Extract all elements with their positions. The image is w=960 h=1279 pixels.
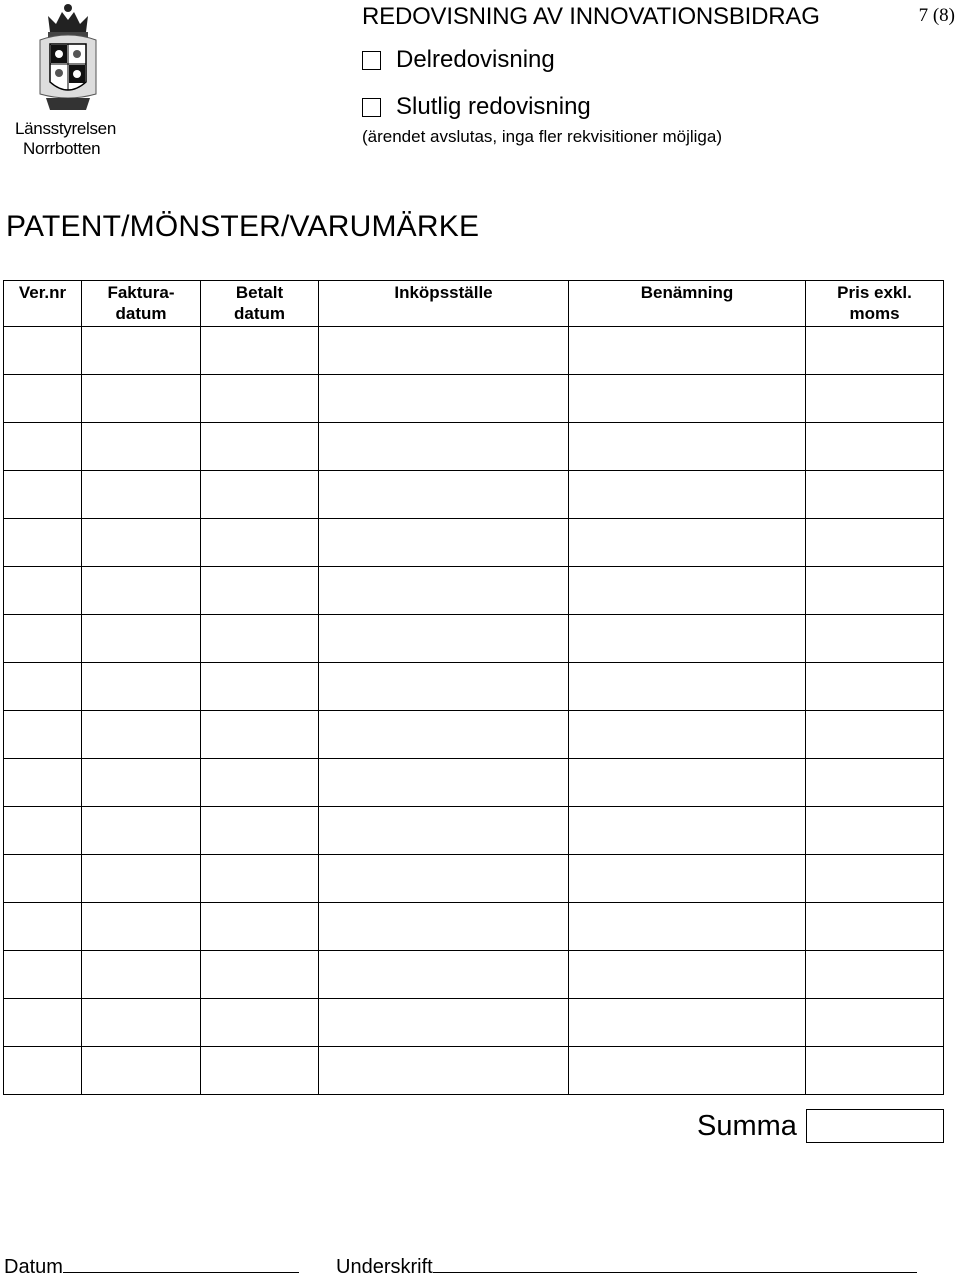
cell-benamning[interactable] bbox=[569, 711, 806, 759]
table-row bbox=[4, 759, 944, 807]
cell-betalt-datum[interactable] bbox=[201, 663, 319, 711]
table-row bbox=[4, 423, 944, 471]
cell-pris[interactable] bbox=[806, 711, 944, 759]
closing-note: (ärendet avslutas, inga fler rekvisitioner möjliga) bbox=[362, 127, 722, 146]
cell-fakturadatum[interactable] bbox=[82, 759, 201, 807]
cell-betalt-datum[interactable] bbox=[201, 855, 319, 903]
cell-benamning[interactable] bbox=[569, 663, 806, 711]
cell-betalt-datum[interactable] bbox=[201, 519, 319, 567]
cell-ver-nr[interactable] bbox=[4, 903, 82, 951]
cell-betalt-datum[interactable] bbox=[201, 1047, 319, 1095]
cell-fakturadatum[interactable] bbox=[82, 327, 201, 375]
cell-pris[interactable] bbox=[806, 855, 944, 903]
cell-inkopsstalle[interactable] bbox=[319, 327, 569, 375]
table-row bbox=[4, 519, 944, 567]
cell-ver-nr[interactable] bbox=[4, 855, 82, 903]
cell-betalt-datum[interactable] bbox=[201, 807, 319, 855]
cell-fakturadatum[interactable] bbox=[82, 711, 201, 759]
cell-betalt-datum[interactable] bbox=[201, 423, 319, 471]
cell-fakturadatum[interactable] bbox=[82, 999, 201, 1047]
cell-benamning[interactable] bbox=[569, 1047, 806, 1095]
table-row bbox=[4, 327, 944, 375]
cell-ver-nr[interactable] bbox=[4, 999, 82, 1047]
cell-betalt-datum[interactable] bbox=[201, 951, 319, 999]
cell-ver-nr[interactable] bbox=[4, 711, 82, 759]
table-row bbox=[4, 903, 944, 951]
table-row bbox=[4, 471, 944, 519]
cell-benamning[interactable] bbox=[569, 759, 806, 807]
cell-ver-nr[interactable] bbox=[4, 807, 82, 855]
header-pris-exkl-moms: Pris exkl. moms bbox=[806, 281, 944, 327]
table-row bbox=[4, 951, 944, 999]
table-row bbox=[4, 855, 944, 903]
cell-ver-nr[interactable] bbox=[4, 615, 82, 663]
cell-ver-nr[interactable] bbox=[4, 375, 82, 423]
checkbox-delredovisning[interactable] bbox=[362, 51, 381, 70]
section-title: PATENT/MÖNSTER/VARUMÄRKE bbox=[6, 210, 480, 243]
signature-line bbox=[336, 1254, 917, 1279]
cell-ver-nr[interactable] bbox=[4, 567, 82, 615]
table-row bbox=[4, 375, 944, 423]
cell-betalt-datum[interactable] bbox=[201, 615, 319, 663]
signature-field[interactable] bbox=[433, 1254, 917, 1273]
header-fakturadatum: Faktura- datum bbox=[82, 281, 201, 327]
cell-pris[interactable] bbox=[806, 471, 944, 519]
header-inkopsstalle: Inköpsställe bbox=[319, 281, 569, 327]
table-row bbox=[4, 663, 944, 711]
cell-pris[interactable] bbox=[806, 375, 944, 423]
expense-table bbox=[3, 280, 944, 1095]
cell-benamning[interactable] bbox=[569, 615, 806, 663]
signature-label: Underskrift bbox=[336, 1256, 433, 1278]
cell-fakturadatum[interactable] bbox=[82, 519, 201, 567]
cell-inkopsstalle[interactable] bbox=[319, 1047, 569, 1095]
table-row bbox=[4, 711, 944, 759]
cell-betalt-datum[interactable] bbox=[201, 903, 319, 951]
cell-fakturadatum[interactable] bbox=[82, 423, 201, 471]
cell-benamning[interactable] bbox=[569, 903, 806, 951]
cell-betalt-datum[interactable] bbox=[201, 471, 319, 519]
table-row bbox=[4, 567, 944, 615]
cell-fakturadatum[interactable] bbox=[82, 1047, 201, 1095]
cell-inkopsstalle[interactable] bbox=[319, 567, 569, 615]
cell-benamning[interactable] bbox=[569, 423, 806, 471]
cell-inkopsstalle[interactable] bbox=[319, 519, 569, 567]
cell-inkopsstalle[interactable] bbox=[319, 903, 569, 951]
cell-fakturadatum[interactable] bbox=[82, 903, 201, 951]
cell-pris[interactable] bbox=[806, 423, 944, 471]
table-row bbox=[4, 807, 944, 855]
option-delredovisning[interactable] bbox=[362, 46, 555, 74]
cell-fakturadatum[interactable] bbox=[82, 855, 201, 903]
cell-betalt-datum[interactable] bbox=[201, 999, 319, 1047]
cell-ver-nr[interactable] bbox=[4, 1047, 82, 1095]
cell-inkopsstalle[interactable] bbox=[319, 615, 569, 663]
cell-inkopsstalle[interactable] bbox=[319, 951, 569, 999]
logo bbox=[12, 2, 124, 158]
cell-inkopsstalle[interactable] bbox=[319, 759, 569, 807]
table-row bbox=[4, 615, 944, 663]
page-number: 7 (8) bbox=[918, 5, 955, 26]
date-label: Datum bbox=[4, 1256, 63, 1278]
cell-pris[interactable] bbox=[806, 1047, 944, 1095]
cell-benamning[interactable] bbox=[569, 999, 806, 1047]
cell-ver-nr[interactable] bbox=[4, 327, 82, 375]
cell-fakturadatum[interactable] bbox=[82, 567, 201, 615]
coat-of-arms-icon bbox=[36, 2, 100, 114]
date-field[interactable] bbox=[63, 1254, 299, 1273]
cell-pris[interactable] bbox=[806, 999, 944, 1047]
header-betalt-datum: Betalt datum bbox=[201, 281, 319, 327]
header-ver-nr: Ver.nr bbox=[4, 281, 82, 327]
cell-benamning[interactable] bbox=[569, 807, 806, 855]
cell-ver-nr[interactable] bbox=[4, 951, 82, 999]
cell-betalt-datum[interactable] bbox=[201, 567, 319, 615]
cell-ver-nr[interactable] bbox=[4, 759, 82, 807]
cell-betalt-datum[interactable] bbox=[201, 327, 319, 375]
option-delredovisning-label: Delredovisning bbox=[396, 46, 555, 73]
table-row bbox=[4, 1047, 944, 1095]
cell-inkopsstalle[interactable] bbox=[319, 711, 569, 759]
cell-pris[interactable] bbox=[806, 951, 944, 999]
cell-pris[interactable] bbox=[806, 519, 944, 567]
cell-ver-nr[interactable] bbox=[4, 663, 82, 711]
cell-fakturadatum[interactable] bbox=[82, 615, 201, 663]
cell-benamning[interactable] bbox=[569, 567, 806, 615]
summa-field[interactable] bbox=[806, 1109, 944, 1143]
cell-inkopsstalle[interactable] bbox=[319, 423, 569, 471]
cell-benamning[interactable] bbox=[569, 519, 806, 567]
cell-fakturadatum[interactable] bbox=[82, 663, 201, 711]
cell-inkopsstalle[interactable] bbox=[319, 999, 569, 1047]
header-benamning: Benämning bbox=[569, 281, 806, 327]
option-slutlig-redovisning[interactable] bbox=[362, 93, 591, 121]
logo-text-line2: Norrbotten bbox=[23, 139, 101, 158]
cell-fakturadatum[interactable] bbox=[82, 471, 201, 519]
cell-benamning[interactable] bbox=[569, 471, 806, 519]
cell-pris[interactable] bbox=[806, 567, 944, 615]
cell-pris[interactable] bbox=[806, 759, 944, 807]
cell-inkopsstalle[interactable] bbox=[319, 807, 569, 855]
cell-benamning[interactable] bbox=[569, 951, 806, 999]
cell-betalt-datum[interactable] bbox=[201, 759, 319, 807]
cell-fakturadatum[interactable] bbox=[82, 807, 201, 855]
checkbox-slutlig-redovisning[interactable] bbox=[362, 98, 381, 117]
table-header-row bbox=[4, 281, 944, 327]
logo-text-line1: Länsstyrelsen bbox=[15, 119, 116, 138]
date-line bbox=[4, 1254, 299, 1279]
cell-benamning[interactable] bbox=[569, 855, 806, 903]
cell-fakturadatum[interactable] bbox=[82, 375, 201, 423]
cell-benamning[interactable] bbox=[569, 375, 806, 423]
cell-betalt-datum[interactable] bbox=[201, 375, 319, 423]
cell-pris[interactable] bbox=[806, 615, 944, 663]
cell-benamning[interactable] bbox=[569, 327, 806, 375]
cell-fakturadatum[interactable] bbox=[82, 951, 201, 999]
cell-inkopsstalle[interactable] bbox=[319, 471, 569, 519]
document-title: REDOVISNING AV INNOVATIONSBIDRAG bbox=[362, 3, 820, 30]
cell-inkopsstalle[interactable] bbox=[319, 375, 569, 423]
cell-betalt-datum[interactable] bbox=[201, 711, 319, 759]
cell-ver-nr[interactable] bbox=[4, 423, 82, 471]
summa-label: Summa bbox=[697, 1110, 797, 1142]
cell-pris[interactable] bbox=[806, 807, 944, 855]
option-slutlig-redovisning-label: Slutlig redovisning bbox=[396, 93, 591, 120]
cell-pris[interactable] bbox=[806, 663, 944, 711]
cell-inkopsstalle[interactable] bbox=[319, 855, 569, 903]
cell-inkopsstalle[interactable] bbox=[319, 663, 569, 711]
table-row bbox=[4, 999, 944, 1047]
cell-ver-nr[interactable] bbox=[4, 471, 82, 519]
cell-pris[interactable] bbox=[806, 903, 944, 951]
cell-pris[interactable] bbox=[806, 327, 944, 375]
cell-ver-nr[interactable] bbox=[4, 519, 82, 567]
